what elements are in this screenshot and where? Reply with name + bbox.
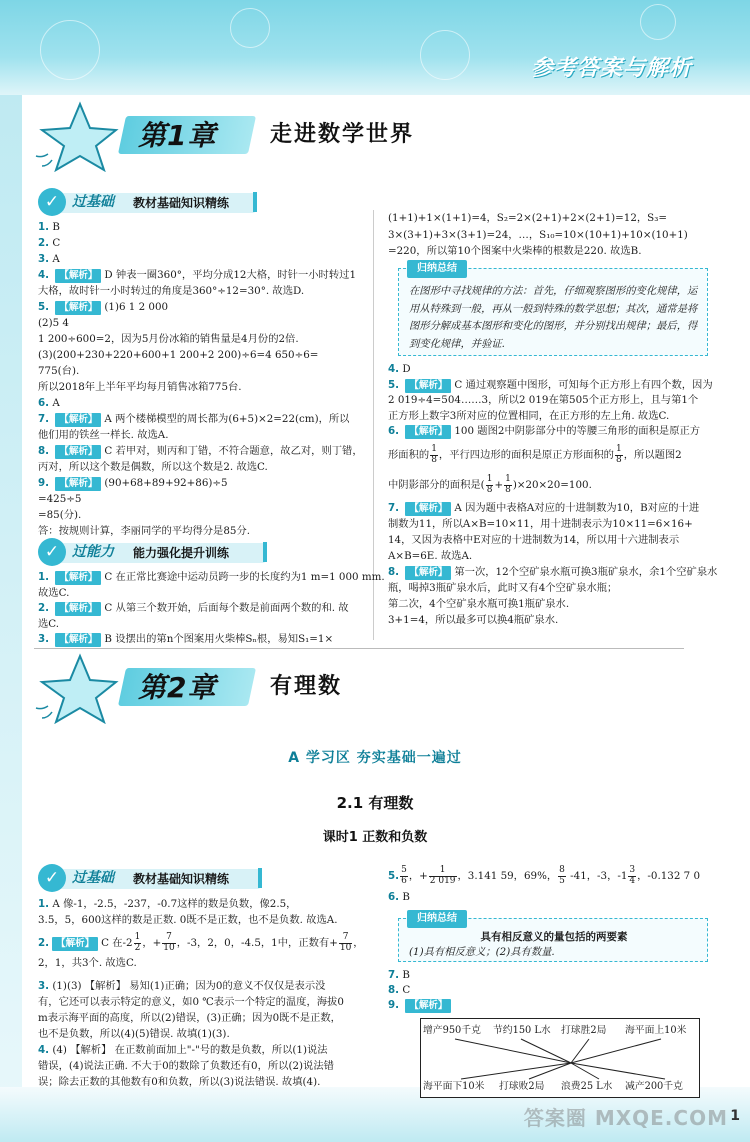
q2-text: ，-3，2，0，-4.5，1中，正数有+ bbox=[176, 937, 338, 949]
denominator: 8 bbox=[615, 454, 622, 465]
answer-text: A 两个楼梯模型的周长都为(6+5)×2=22(cm)，所以 bbox=[104, 413, 350, 425]
section-end-mark bbox=[258, 868, 262, 888]
question-number: 1. bbox=[38, 221, 50, 233]
answer-text: (1)6 1 2 000 bbox=[104, 301, 169, 313]
answer-text: 误；除去正数的其他数有0和负数，所以(3)说法错误. 故填(4). bbox=[38, 1076, 321, 1088]
answer-line bbox=[38, 443, 368, 459]
answer-text: C 在正常比赛途中运动员跨一步的长度约为1 m=1 000 mm. bbox=[104, 571, 385, 583]
question-number: 3. bbox=[38, 980, 50, 992]
answer-line: =220，所以第10个图案中火柴棒的根数是220. 故选B. bbox=[388, 245, 642, 257]
chapter-1-header bbox=[30, 100, 550, 172]
analysis-tag: 【解析】 bbox=[55, 269, 101, 283]
numerator: 7 bbox=[162, 933, 175, 943]
question-number: 5. bbox=[38, 301, 50, 313]
section-basic-header-2 bbox=[38, 864, 263, 892]
denominator: 2 019 bbox=[429, 875, 456, 886]
diagram-top-label: 打球胜2局 bbox=[561, 1025, 607, 1036]
answer-text: D bbox=[402, 363, 411, 375]
doodle-circle bbox=[230, 8, 270, 48]
denominator: 6 bbox=[401, 875, 407, 886]
fraction bbox=[504, 475, 512, 495]
answer-line bbox=[38, 1042, 378, 1058]
answer-text: =425÷5 bbox=[38, 493, 82, 505]
answer-line bbox=[388, 612, 728, 628]
answer-line bbox=[38, 491, 368, 507]
q6-text: ，平行四边形的面积是原正方形面积的 bbox=[438, 449, 614, 461]
analysis-tag: 【解析】 bbox=[405, 999, 451, 1013]
answer-text: 所以2018年上半年平均每月销售冰箱775台. bbox=[38, 381, 242, 393]
q2-line-2: 2，1，共3个. 故选C. bbox=[38, 957, 137, 969]
question-number: 2. bbox=[38, 937, 50, 949]
chapter-label: 第2章 bbox=[138, 671, 217, 704]
numerator: 7 bbox=[339, 933, 352, 943]
ch2-q2 bbox=[38, 930, 378, 972]
answer-line bbox=[38, 411, 368, 427]
section-tag: 过基础 bbox=[72, 194, 114, 210]
q6-line-2 bbox=[388, 470, 728, 500]
summary-box-2 bbox=[398, 913, 708, 962]
question-number: 5. bbox=[388, 870, 400, 882]
summary-box bbox=[398, 263, 708, 356]
answer-line bbox=[38, 632, 378, 648]
answer-line bbox=[388, 378, 728, 394]
denominator: 8 bbox=[486, 484, 493, 495]
question-number: 9. bbox=[38, 477, 50, 489]
check-icon: ✓ bbox=[38, 188, 66, 216]
q5-text: -41，-3，-1 bbox=[566, 870, 628, 882]
answer-line bbox=[388, 500, 728, 516]
diagram-top-label: 增产950千克 bbox=[423, 1025, 481, 1036]
summary-badge: 归纳总结 bbox=[407, 910, 467, 928]
answer-text: m表示海平面的高度，所以(2)错误，(3)正确；因为0既不是正数， bbox=[38, 1012, 341, 1024]
answer-text: (1)(3) 【解析】 易知(1)正确；因为0的意义不仅仅是表示没 bbox=[52, 980, 326, 992]
answer-line bbox=[38, 617, 378, 633]
question-number: 8. bbox=[38, 445, 50, 457]
answer-text: 有，它还可以表示特定的意义，如0 ℃表示一个特定的温度，海拔0 bbox=[38, 996, 344, 1008]
diagram-top-label: 海平面上10米 bbox=[625, 1025, 687, 1036]
doodle-circle bbox=[40, 20, 100, 80]
section-end-mark bbox=[253, 192, 257, 212]
summary-text: (1)具有相反意义；(2)具有数量. bbox=[409, 946, 555, 959]
denominator: 10 bbox=[163, 942, 175, 953]
answer-line bbox=[38, 475, 368, 491]
question-number: 2. bbox=[38, 237, 50, 249]
answer-text: B bbox=[402, 891, 410, 903]
question-number: 6. bbox=[388, 891, 400, 903]
answer-line bbox=[388, 532, 728, 548]
answer-line bbox=[388, 998, 728, 1013]
answer-text: (4) 【解析】 在正数前面加上"-"号的数是负数，所以(1)说法 bbox=[52, 1044, 328, 1056]
matching-diagram bbox=[420, 1018, 700, 1098]
answer-text: C 通过观察题中图形，可知每个正方形上有四个数，因为 bbox=[454, 378, 713, 391]
q6-line bbox=[388, 890, 728, 906]
header-band bbox=[0, 0, 750, 95]
question-number: 1. bbox=[38, 898, 50, 910]
answer-line: 3×(3+1)+3×(3+1)=24，…，S₁₀=10×(10+1)+10×(10+1) bbox=[388, 228, 688, 241]
denominator: 10 bbox=[339, 942, 352, 953]
section-title: 能力强化提升训练 bbox=[133, 546, 230, 560]
denominator: 8 bbox=[505, 484, 511, 495]
chapter-name: 有理数 bbox=[270, 674, 343, 699]
summary-text: 在图形中寻找规律的方法：首先，仔细观察图形的变化规律，运用从特殊到一般，再从一般到特殊的数学思想；其次，通常是将图形分解成基本图形和变化的图形，并分别找出规律；最后，得到变化规律，并验证. bbox=[409, 285, 698, 350]
answer-line bbox=[388, 580, 728, 596]
analysis-tag: 【解析】 bbox=[55, 301, 101, 315]
star-icon bbox=[30, 652, 120, 724]
answer-text: 答：按规则计算，李丽同学的平均得分是85分. bbox=[38, 525, 251, 537]
area-title: A 学习区 夯实基础一遍过 bbox=[288, 750, 462, 766]
answer-text: D 钟表一圈360°，平均分成12大格，时针一小时转过1 bbox=[104, 269, 356, 281]
question-number: 4. bbox=[388, 363, 400, 375]
left-decor-strip bbox=[0, 95, 22, 1142]
analysis-tag: 【解析】 bbox=[55, 445, 101, 459]
numerator: 1 bbox=[134, 932, 141, 943]
answer-text: 3.5，5，600这样的数是正数. 0既不是正数，也不是负数. 故选A. bbox=[38, 914, 338, 926]
answer-text: 3+1=4，所以最多可以换4瓶矿泉水. bbox=[388, 614, 559, 626]
ch2-right-tail bbox=[388, 968, 728, 1013]
fraction bbox=[430, 445, 438, 465]
numerator: 1 bbox=[615, 444, 622, 455]
chapter-label: 第1章 bbox=[138, 119, 217, 152]
fraction bbox=[615, 445, 623, 465]
answer-line bbox=[388, 983, 728, 998]
answer-line bbox=[388, 968, 728, 983]
question-number: 7. bbox=[388, 969, 400, 981]
numerator: 1 bbox=[431, 444, 437, 455]
denominator: 5 bbox=[559, 875, 565, 886]
answer-line bbox=[38, 219, 368, 235]
answer-text: 也不是负数，所以(4)(5)错误. 故填(1)(3). bbox=[38, 1028, 230, 1040]
answer-text: C bbox=[52, 237, 61, 249]
answer-text: 775(台). bbox=[38, 365, 80, 377]
fraction bbox=[628, 866, 636, 886]
answer-line bbox=[38, 1074, 378, 1090]
answer-line bbox=[38, 267, 368, 283]
answer-line bbox=[38, 994, 378, 1010]
diagram-bottom-label: 打球败2局 bbox=[499, 1081, 545, 1092]
ch2-left-column-b bbox=[38, 978, 378, 1090]
q6-text: 中阴影部分的面积是( bbox=[388, 479, 485, 491]
question-number: 7. bbox=[388, 502, 400, 514]
answer-line bbox=[388, 564, 728, 580]
answer-line bbox=[38, 1058, 378, 1074]
answer-text: A bbox=[52, 397, 60, 409]
fraction bbox=[558, 866, 566, 886]
answer-text: B 设摆出的第n个图案用火柴棒Sₙ根，易知S₁=1× bbox=[104, 633, 334, 645]
numerator: 3 bbox=[629, 865, 636, 876]
answer-text: 100 题图2中阴影部分中的等腰三角形的面积是原正方 bbox=[454, 425, 701, 437]
numerator: 1 bbox=[505, 474, 511, 485]
answer-line bbox=[38, 427, 368, 443]
question-number: 5. bbox=[388, 378, 400, 391]
q2-text: ，+ bbox=[142, 937, 162, 949]
q6-text: ，所以题图2 bbox=[623, 449, 682, 461]
answer-line bbox=[388, 596, 728, 612]
question-number: 4. bbox=[38, 269, 50, 281]
fraction bbox=[162, 933, 175, 953]
chapter-separator bbox=[34, 648, 684, 649]
question-number: 2. bbox=[38, 602, 50, 614]
summary-title: 具有相反意义的量包括的两要素 bbox=[480, 931, 628, 943]
answer-text: 大格，故时针一小时转过的角度是360°÷12=30°. 故选D. bbox=[38, 285, 305, 297]
answer-text: 1 200÷600=2，因为5月份冰箱的销售量是4月份的2倍. bbox=[38, 333, 299, 345]
fraction bbox=[339, 933, 352, 953]
numerator: 1 bbox=[429, 866, 457, 876]
answer-line bbox=[388, 548, 728, 564]
question-number: 9. bbox=[388, 999, 400, 1011]
ch1-left-column bbox=[38, 219, 368, 539]
analysis-tag: 【解析】 bbox=[55, 413, 101, 427]
answer-line bbox=[38, 363, 368, 379]
question-number: 4. bbox=[38, 1044, 50, 1056]
answer-line bbox=[38, 570, 385, 586]
answer-line bbox=[38, 459, 368, 475]
answer-text: 第二次，4个空矿泉水瓶可换1瓶矿泉水. bbox=[388, 598, 570, 610]
analysis-tag: 【解析】 bbox=[55, 633, 101, 647]
answer-line bbox=[38, 586, 378, 602]
answer-line bbox=[38, 331, 368, 347]
denominator: 2 bbox=[134, 942, 141, 953]
answer-title: 参考答案与解析 bbox=[530, 56, 692, 81]
answer-line bbox=[38, 896, 378, 912]
analysis-tag: 【解析】 bbox=[55, 477, 101, 491]
answer-text: A 因为题中表格A对应的十进制数为10，B对应的十进 bbox=[454, 502, 700, 514]
analysis-tag: 【解析】 bbox=[405, 425, 451, 439]
check-icon: ✓ bbox=[38, 864, 66, 892]
question-number: 3. bbox=[38, 253, 50, 265]
watermark: 答案圈 MXQE.COM bbox=[523, 1106, 728, 1130]
answer-line bbox=[38, 251, 368, 267]
ch1-left-column-2 bbox=[38, 570, 385, 648]
q5-text: ，-0.132 7 0 bbox=[637, 870, 701, 882]
check-icon: ✓ bbox=[38, 538, 66, 566]
answer-line bbox=[38, 347, 368, 363]
analysis-tag: 【解析】 bbox=[405, 502, 451, 516]
answer-line bbox=[38, 1010, 378, 1026]
fraction bbox=[400, 866, 408, 886]
section-title-2-1: 2.1 有理数 bbox=[336, 794, 414, 812]
answer-text: A×B=6E. 故选A. bbox=[388, 550, 473, 562]
answer-line bbox=[38, 379, 368, 395]
answer-text: (2)5 4 bbox=[38, 317, 69, 329]
diagram-bottom-label: 海平面下10米 bbox=[423, 1081, 485, 1092]
answer-text: 丙对，所以这个数是偶数，所以这个数是2. 故选C. bbox=[38, 461, 268, 473]
diagram-bottom-label: 浪费25 L水 bbox=[561, 1081, 613, 1092]
answer-text: =85(分). bbox=[38, 509, 82, 521]
answer-text: C bbox=[402, 984, 411, 996]
numerator: 1 bbox=[486, 474, 493, 485]
doodle-circle bbox=[640, 4, 676, 40]
q6-text: )×20×20=100. bbox=[512, 479, 592, 491]
fraction bbox=[486, 475, 494, 495]
answer-text: (90+68+89+92+86)÷5 bbox=[104, 477, 228, 489]
denominator: 4 bbox=[629, 875, 636, 886]
q2-line-1 bbox=[38, 930, 378, 956]
answer-line bbox=[38, 395, 368, 411]
page-number: 1 bbox=[730, 1108, 740, 1125]
q5-line bbox=[388, 862, 728, 890]
fraction bbox=[134, 933, 142, 953]
summary-badge: 归纳总结 bbox=[407, 260, 467, 278]
answer-text: A bbox=[52, 253, 60, 265]
answer-text: B bbox=[52, 221, 60, 233]
numerator: 8 bbox=[559, 865, 565, 876]
section-tag: 过基础 bbox=[72, 870, 114, 886]
diagram-top-label: 节约150 L水 bbox=[493, 1025, 551, 1036]
q6-text: + bbox=[494, 479, 504, 491]
analysis-tag: 【解析】 bbox=[55, 602, 101, 616]
answer-line bbox=[388, 516, 728, 532]
ch1-right-column-3 bbox=[388, 500, 728, 628]
answer-line bbox=[38, 601, 378, 617]
answer-line bbox=[38, 978, 378, 994]
section-tag: 过能力 bbox=[72, 544, 114, 560]
analysis-tag: 【解析】 bbox=[55, 571, 101, 585]
q6-text: 形面积的 bbox=[388, 449, 430, 461]
answer-text: 第一次，12个空矿泉水瓶可换3瓶矿泉水，余1个空矿泉水 bbox=[454, 566, 718, 578]
answer-line bbox=[38, 507, 368, 523]
diagram-bottom-label: 减产200千克 bbox=[625, 1081, 683, 1092]
answer-text: B bbox=[402, 969, 410, 981]
question-number: 1. bbox=[38, 571, 50, 583]
answer-text: 正方形上数字3所对应的位置相同，在正方形的左上角. 故选C. bbox=[388, 409, 670, 422]
section-title: 教材基础知识精练 bbox=[133, 872, 230, 886]
ch2-q5 bbox=[388, 862, 728, 906]
answer-line: (1+1)+1×(1+1)=4，S₂=2×(2+1)+2×(2+1)=12，S₃= bbox=[388, 212, 667, 224]
q2-text: C 在-2 bbox=[101, 937, 133, 949]
ch1-right-column-2 bbox=[388, 362, 728, 440]
star-icon bbox=[30, 100, 120, 172]
answer-text: 选C. bbox=[38, 617, 60, 630]
q6-line-1 bbox=[388, 440, 728, 470]
answer-line bbox=[38, 912, 378, 928]
answer-text: 2 019÷4=504……3，所以2 019在第505个正方形上，且与第1个 bbox=[388, 394, 699, 406]
answer-text: 制数为11，所以A×B=10×11，用十进制表示为10×11=6×16+ bbox=[388, 518, 693, 530]
answer-text: C 从第三个数开始，后面每个数是前面两个数的和. 故 bbox=[104, 602, 349, 614]
denominator: 8 bbox=[431, 454, 437, 465]
answer-line bbox=[388, 393, 728, 409]
answer-line bbox=[38, 283, 368, 299]
answer-text: (3)(200+230+220+600+1 200+2 200)÷6=4 650÷6= bbox=[38, 349, 319, 361]
answer-line bbox=[388, 362, 728, 378]
ch1-right-column bbox=[388, 210, 718, 260]
question-number: 6. bbox=[388, 425, 400, 437]
answer-text: 错误，(4)说法正确. 不大于0的数除了负数还有0，所以(2)说法错 bbox=[38, 1060, 334, 1072]
chapter-2-header bbox=[30, 652, 550, 724]
answer-line bbox=[38, 523, 368, 539]
answer-text: 瓶，喝掉3瓶矿泉水后，此时又有4个空矿泉水瓶； bbox=[388, 582, 618, 594]
question-number: 3. bbox=[38, 633, 50, 645]
section-end-mark bbox=[263, 542, 267, 562]
answer-line bbox=[38, 1026, 378, 1042]
fraction bbox=[429, 866, 457, 886]
section-ability-header bbox=[38, 538, 268, 566]
question-number: 8. bbox=[388, 984, 400, 996]
doodle-circle bbox=[420, 30, 470, 80]
chapter-name: 走进数学世界 bbox=[270, 122, 415, 147]
numerator: 5 bbox=[401, 865, 407, 876]
answer-text: C 若甲对，则丙和丁错，不符合题意，故乙对，则丁错， bbox=[104, 445, 363, 457]
section-title: 教材基础知识精练 bbox=[133, 196, 230, 210]
question-number: 6. bbox=[38, 397, 50, 409]
answer-line bbox=[388, 409, 728, 425]
answer-line bbox=[38, 315, 368, 331]
q5-text: ，3.141 59，69%， bbox=[457, 870, 558, 882]
answer-text: 故选C. bbox=[38, 586, 70, 599]
analysis-tag: 【解析】 bbox=[405, 566, 451, 580]
answer-text: 他们用的铁丝一样长. 故选A. bbox=[38, 429, 169, 441]
q5-text: ，+ bbox=[408, 870, 428, 882]
answer-text: 14，又因为表格中E对应的十进制数为14，所以用十六进制表示 bbox=[388, 534, 680, 546]
analysis-tag: 【解析】 bbox=[405, 379, 451, 393]
answer-line bbox=[38, 235, 368, 251]
answer-line bbox=[38, 299, 368, 315]
answer-line bbox=[388, 424, 728, 440]
ch2-left-column bbox=[38, 896, 378, 928]
analysis-tag: 【解析】 bbox=[52, 937, 98, 951]
q2-text: ， bbox=[353, 937, 364, 949]
q6-fraction-lines bbox=[388, 440, 728, 500]
question-number: 8. bbox=[388, 566, 400, 578]
question-number: 7. bbox=[38, 413, 50, 425]
lesson-title: 课时1 正数和负数 bbox=[322, 830, 428, 845]
answer-text: A 像-1，-2.5，-237，-0.7这样的数是负数，像2.5， bbox=[52, 898, 297, 910]
section-basic-header bbox=[38, 188, 258, 216]
